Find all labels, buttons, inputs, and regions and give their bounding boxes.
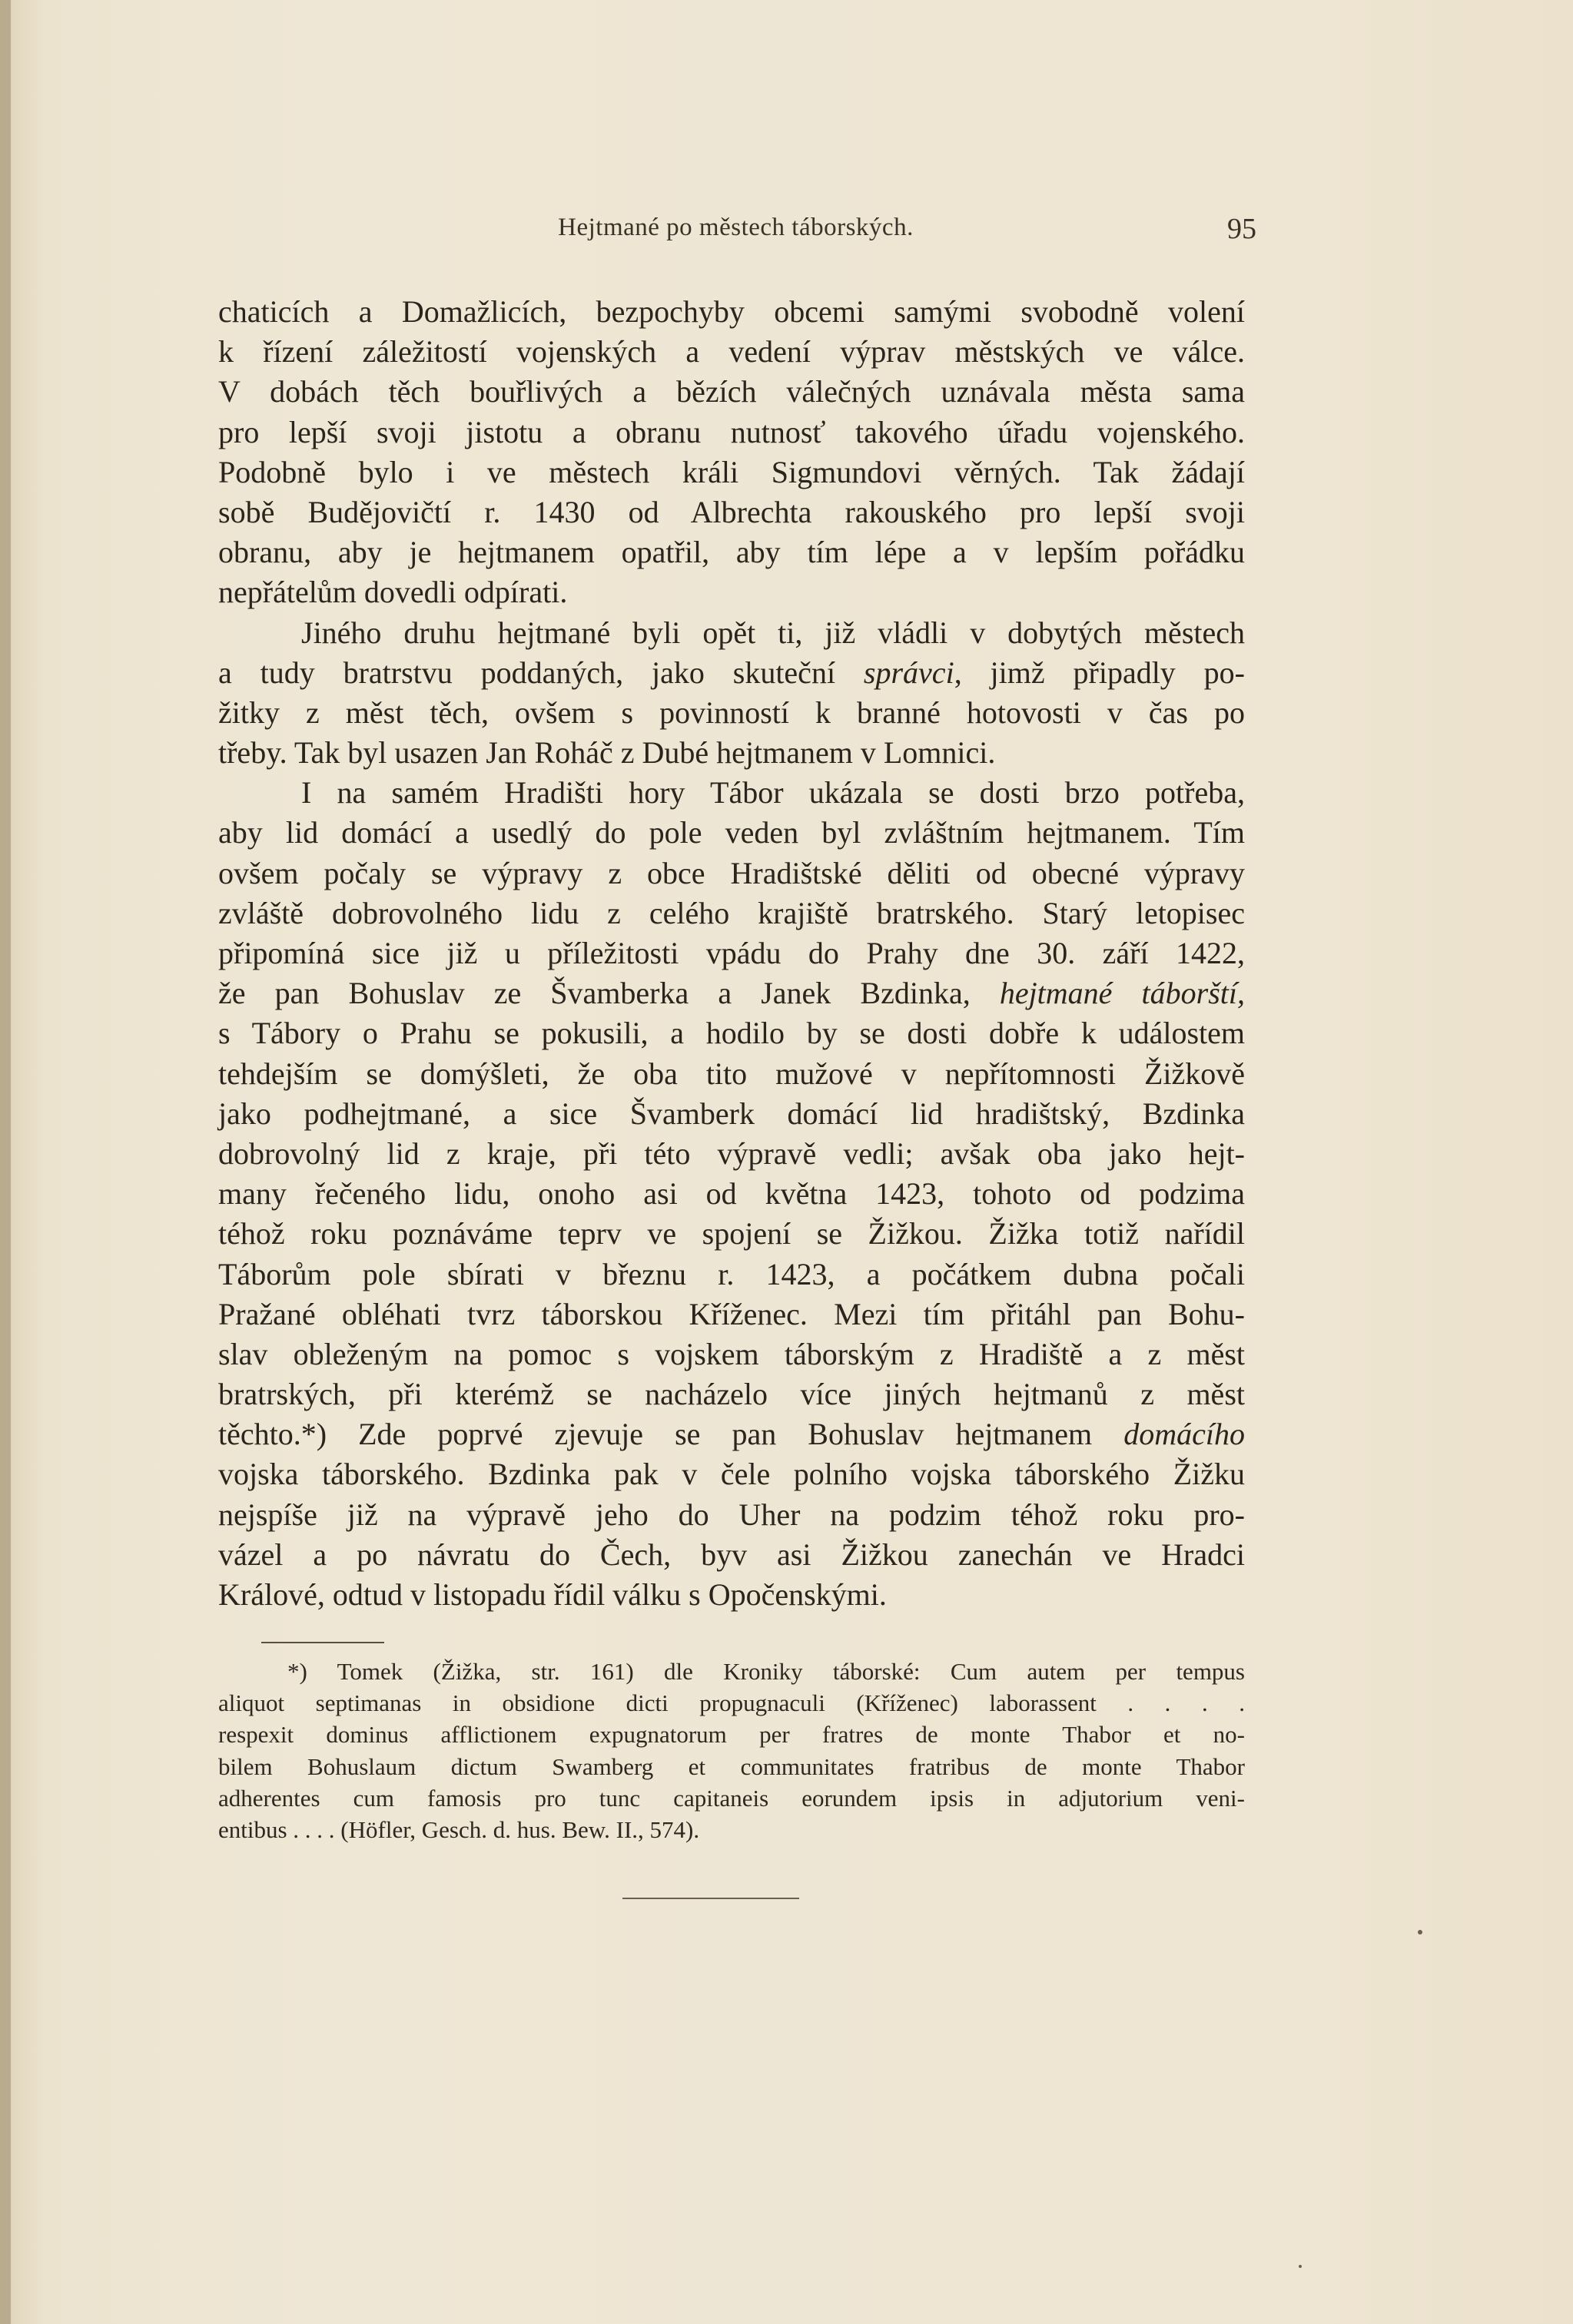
- footnote-line: entibus . . . . (Höfler, Gesch. d. hus. Bew. II., 574).: [218, 1815, 700, 1843]
- text-line: Táborům pole sbírati v březnu r. 1423, a počátkem dubna počali: [218, 1256, 1245, 1291]
- body-text: [218, 292, 1245, 1615]
- text-line-mixed: [218, 653, 1245, 693]
- running-head: [215, 214, 1256, 252]
- text-run: , jimž připadly po-: [954, 655, 1245, 690]
- footnote: [218, 1656, 1245, 1845]
- chapter-end-divider: [622, 1898, 799, 1899]
- italic-term: správci: [863, 655, 954, 690]
- running-title: Hejtmané po městech táborských.: [558, 214, 914, 241]
- italic-term: hejtmané táborští,: [999, 976, 1246, 1011]
- text-line: téhož roku poznáváme teprv ve spojení se Žižkou. Žižka totiž nařídil: [218, 1216, 1245, 1252]
- text-line: vázel a po návratu do Čech, byv asi Žižkou zanechán ve Hradci: [218, 1537, 1245, 1572]
- text-line: vojska táborského. Bzdinka pak v čele polního vojska táborského Žižku: [218, 1457, 1245, 1492]
- text-line: Podobně bylo i ve městech králi Sigmundovi věrných. Tak žádají: [218, 454, 1245, 489]
- text-line: Pražané obléhati tvrz táborskou Kříženec. Mezi tím přitáhl pan Bohu-: [218, 1296, 1245, 1331]
- text-line: s Tábory o Prahu se pokusili, a hodilo by se dosti dobře k událostem: [218, 1016, 1245, 1051]
- text-line: nepřátelům dovedli odpírati.: [218, 575, 568, 610]
- text-line: žitky z měst těch, ovšem s povinností k branné hotovosti v čas po: [218, 695, 1245, 730]
- footnote-divider: [261, 1642, 384, 1643]
- footnote-line: aliquot septimanas in obsidione dicti propugnaculi (Kříženec) laborassent . . . .: [218, 1689, 1245, 1717]
- footnote-line: respexit dominus afflictionem expugnatorum per fratres de monte Thabor et no-: [218, 1721, 1245, 1749]
- text-line: pro lepší svoji jistotu a obranu nutnosť takového úřadu vojenského.: [218, 414, 1245, 449]
- footnote-line: adherentes cum famosis pro tunc capitaneis eorundem ipsis in adjutorium veni-: [218, 1784, 1245, 1812]
- text-line: slav obleženým na pomoc s vojskem táborským z Hradiště a z měst: [218, 1336, 1245, 1371]
- text-line: sobě Budějovičtí r. 1430 od Albrechta rakouského pro lepší svoji: [218, 494, 1245, 529]
- text-line: Králové, odtud v listopadu řídil válku s Opočenskými.: [218, 1577, 887, 1612]
- text-line: bratrských, při kterémž se nacházelo více jiných hejtmanů z měst: [218, 1377, 1245, 1412]
- text-line: many řečeného lidu, onoho asi od května 1423, tohoto od podzima: [218, 1176, 1245, 1212]
- text-line: třeby. Tak byl usazen Jan Roháč z Dubé hejtmanem v Lomnici.: [218, 735, 996, 771]
- text-line: I na samém Hradišti hory Tábor ukázala se dosti brzo potřeba,: [301, 775, 1245, 811]
- italic-term: domácího: [1123, 1417, 1245, 1452]
- text-line: k řízení záležitostí vojenských a vedení výprav městských ve válce.: [218, 334, 1245, 370]
- text-run: že pan Bohuslav ze Švamberka a Janek Bzdinka,: [218, 976, 1000, 1011]
- text-run: a tudy bratrstvu poddaných, jako skuteční: [218, 655, 864, 690]
- text-line: nejspíše již na výpravě jeho do Uher na podzim téhož roku pro-: [218, 1497, 1245, 1532]
- text-line-mixed: [218, 973, 1245, 1013]
- footnote-line: bilem Bohuslaum dictum Swamberg et communitates fratribus de monte Thabor: [218, 1752, 1245, 1780]
- paper-speck: [1299, 2265, 1302, 2268]
- text-line: chaticích a Domažlicích, bezpochyby obcemi samými svobodně volení: [218, 294, 1245, 329]
- text-line: tehdejším se domýšleti, že oba tito mužové v nepřítomnosti Žižkově: [218, 1056, 1245, 1091]
- footnote-line: *) Tomek (Žižka, str. 161) dle Kroniky táborské: Cum autem per tempus: [287, 1658, 1245, 1685]
- text-line: připomíná sice již u příležitosti vpádu do Prahy dne 30. září 1422,: [218, 936, 1245, 970]
- text-line: jako podhejtmané, a sice Švamberk domácí lid hradištský, Bzdinka: [218, 1096, 1245, 1131]
- text-line: obranu, aby je hejtmanem opatřil, aby tím lépe a v lepším pořádku: [218, 535, 1245, 570]
- text-run: těchto.*) Zde poprvé zjevuje se pan Bohuslav hejtmanem: [218, 1417, 1124, 1452]
- text-line: aby lid domácí a usedlý do pole veden byl zvláštním hejtmanem. Tím: [218, 815, 1245, 850]
- paper-speck: [1418, 1930, 1422, 1934]
- page-number: 95: [1227, 213, 1256, 245]
- binding-gutter: [0, 0, 11, 2324]
- text-line: V dobách těch bouřlivých a bězích válečných uznávala města sama: [218, 374, 1245, 409]
- text-line-mixed: [218, 1414, 1245, 1454]
- text-line: ovšem počaly se výpravy z obce Hradištské děliti od obecné výpravy: [218, 855, 1245, 890]
- text-line: dobrovolný lid z kraje, při této výpravě vedli; avšak oba jako hejt-: [218, 1135, 1245, 1171]
- text-line: zvláště dobrovolného lidu z celého krajiště bratrského. Starý letopisec: [218, 895, 1245, 930]
- text-line: Jiného druhu hejtmané byli opět ti, již vládli v dobytých městech: [301, 615, 1245, 650]
